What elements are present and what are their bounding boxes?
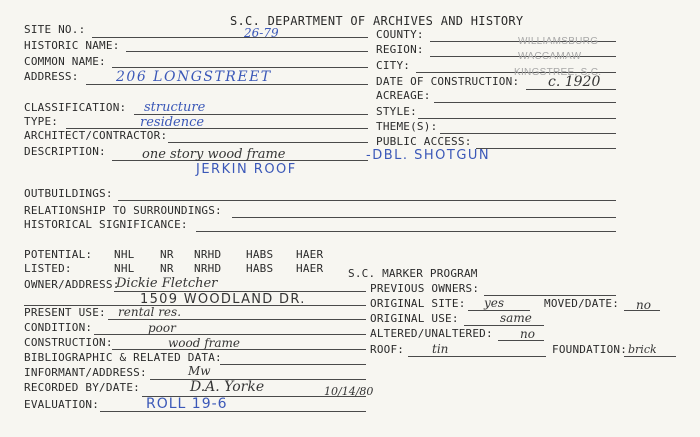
foundation-line	[624, 356, 676, 357]
region-stamp: WACCAMAW	[518, 51, 582, 62]
moved-date-label: MOVED/DATE:	[544, 297, 620, 310]
date-construction-label: DATE OF CONSTRUCTION:	[376, 75, 520, 88]
themes-label: THEME(S):	[376, 120, 438, 133]
recorded-date-value: 10/14/80	[324, 385, 374, 398]
condition-label: CONDITION:	[24, 321, 93, 334]
bibliographic-label: BIBLIOGRAPHIC & RELATED DATA:	[24, 351, 222, 364]
present-use-value: rental res.	[118, 305, 182, 319]
present-use-label: PRESENT USE:	[24, 306, 106, 319]
owner-value-2: 1509 WOODLAND DR.	[140, 292, 306, 307]
foundation-label: FOUNDATION:	[552, 343, 628, 356]
date-construction-value: c. 1920	[548, 74, 601, 90]
original-site-label: ORIGINAL SITE:	[370, 297, 466, 310]
site-no-value: 26-79	[244, 26, 279, 40]
acreage-line	[434, 102, 616, 103]
owner-address-label: OWNER/ADDRESS:	[24, 278, 120, 291]
potential-haer: HAER	[296, 248, 324, 261]
significance-label: HISTORICAL SIGNIFICANCE:	[24, 218, 188, 231]
type-label: TYPE:	[24, 115, 59, 128]
common-name-line	[112, 67, 368, 68]
potential-nhl: NHL	[114, 248, 135, 261]
outbuildings-line	[118, 200, 616, 201]
construction-value: wood frame	[168, 336, 241, 350]
recorded-by-value: D.A. Yorke	[190, 379, 265, 395]
evaluation-value: ROLL 19-6	[146, 396, 228, 412]
city-stamp: KINGSTREE, S.C.	[514, 67, 602, 78]
previous-owners-label: PREVIOUS OWNERS:	[370, 282, 480, 295]
informant-label: INFORMANT/ADDRESS:	[24, 366, 147, 379]
public-access-line	[476, 148, 616, 149]
type-value: residence	[140, 115, 205, 130]
roof-value: tin	[432, 342, 449, 356]
marker-program-label: S.C. MARKER PROGRAM	[348, 267, 478, 280]
listed-label: LISTED:	[24, 262, 72, 275]
architect-line	[168, 142, 368, 143]
roof-label: ROOF:	[370, 343, 405, 356]
evaluation-line	[100, 411, 366, 412]
altered-label: ALTERED/UNALTERED:	[370, 327, 493, 340]
altered-value: no	[520, 327, 535, 341]
informant-mark: Mw	[188, 364, 211, 378]
classification-label: CLASSIFICATION:	[24, 101, 127, 114]
description-label: DESCRIPTION:	[24, 145, 106, 158]
description-value-1: one story wood frame	[142, 147, 286, 162]
original-use-value: same	[500, 311, 532, 325]
listed-nrhd: NRHD	[194, 262, 222, 275]
bibliographic-line	[220, 364, 366, 365]
potential-nr: NR	[160, 248, 174, 261]
condition-line	[94, 334, 366, 335]
foundation-value: brick	[628, 343, 657, 356]
construction-label: CONSTRUCTION:	[24, 336, 113, 349]
owner-value-1: Dickie Fletcher	[116, 276, 218, 291]
county-stamp: WILLIAMSBURG	[518, 36, 599, 47]
description-value-3: JERKIN ROOF	[196, 162, 297, 177]
outbuildings-label: OUTBUILDINGS:	[24, 187, 113, 200]
relationship-line	[232, 217, 616, 218]
potential-habs: HABS	[246, 248, 274, 261]
potential-nrhd: NRHD	[194, 248, 222, 261]
recorded-by-label: RECORDED BY/DATE:	[24, 381, 140, 394]
original-use-line	[464, 325, 544, 326]
city-label: CITY:	[376, 59, 411, 72]
style-label: STYLE:	[376, 105, 417, 118]
address-value: 206 LONGSTREET	[116, 69, 272, 85]
public-access-label: PUBLIC ACCESS:	[376, 135, 472, 148]
original-use-label: ORIGINAL USE:	[370, 312, 459, 325]
themes-line	[440, 133, 616, 134]
listed-haer: HAER	[296, 262, 324, 275]
address-label: ADDRESS:	[24, 70, 79, 83]
historic-name-line	[126, 51, 368, 52]
relationship-label: RELATIONSHIP TO SURROUNDINGS:	[24, 204, 222, 217]
common-name-label: COMMON NAME:	[24, 55, 106, 68]
listed-nhl: NHL	[114, 262, 135, 275]
site-no-label: SITE NO.:	[24, 23, 86, 36]
site-no-line	[92, 37, 368, 38]
historic-name-label: HISTORIC NAME:	[24, 39, 120, 52]
present-use-line	[108, 319, 366, 320]
listed-nr: NR	[160, 262, 174, 275]
potential-label: POTENTIAL:	[24, 248, 93, 261]
moved-date-value: no	[636, 298, 651, 312]
card-title: S.C. DEPARTMENT OF ARCHIVES AND HISTORY	[230, 14, 524, 28]
condition-value: poor	[148, 321, 176, 335]
region-label: REGION:	[376, 43, 424, 56]
architect-label: ARCHITECT/CONTRACTOR:	[24, 129, 168, 142]
classification-value: structure	[144, 100, 206, 115]
listed-habs: HABS	[246, 262, 274, 275]
roof-line	[408, 356, 546, 357]
original-site-value: yes	[484, 296, 505, 310]
description-value-2: -DBL. SHOTGUN	[366, 148, 491, 163]
county-label: COUNTY:	[376, 28, 424, 41]
acreage-label: ACREAGE:	[376, 89, 431, 102]
style-line	[418, 118, 616, 119]
significance-line	[196, 231, 616, 232]
evaluation-label: EVALUATION:	[24, 398, 100, 411]
